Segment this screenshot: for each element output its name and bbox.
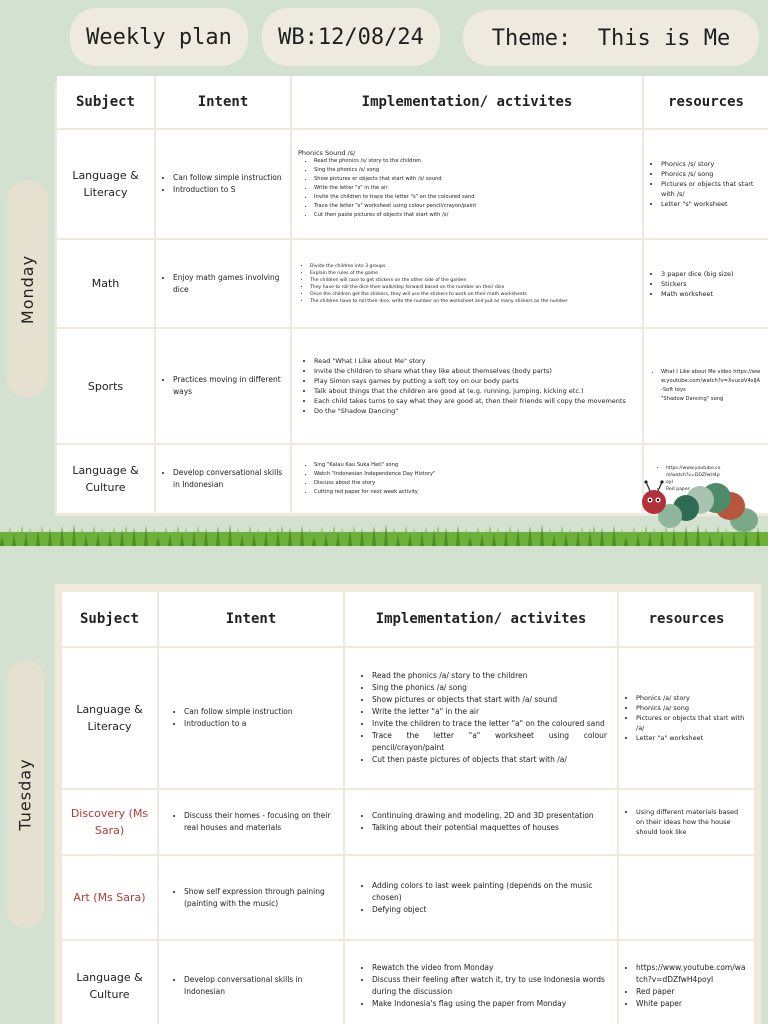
tuesday-plan-card: [55, 584, 761, 1024]
subject-cell: Language & Culture: [57, 445, 154, 513]
subject-cell: Math: [57, 240, 154, 327]
implementation-cell: [292, 445, 642, 513]
subject-cell: Language & Literacy: [57, 130, 154, 238]
list-item: • 3 paper dice (big size): [661, 269, 762, 279]
list-item: • Rewatch the video from Monday: [372, 962, 611, 974]
list-item: • Discuss about the story: [314, 479, 636, 488]
list-item: • Invite the children to trace the letter "s" on the coloured sand: [314, 193, 636, 202]
list-item: • Math worksheet: [661, 289, 762, 299]
list-item: • Cutting red paper for next week activity: [314, 488, 636, 497]
column-header-subject: Subject: [62, 592, 157, 646]
resources-cell: [644, 130, 768, 238]
list-item: -Soft toys: [661, 387, 686, 393]
list-item: • Show pictures or objects that start with /a/ sound: [372, 694, 607, 706]
list-item: • Introduction to S: [173, 184, 284, 196]
list-item: • Stickers: [661, 279, 762, 289]
list-item: • Read the phonics /s/ story to the children: [314, 157, 636, 166]
implementation-cell: [292, 329, 642, 443]
day-tab-monday: Monday: [7, 180, 48, 398]
day-tab-tuesday: Tuesday: [7, 660, 44, 928]
list-item: • Phonics /s/ song: [661, 169, 762, 179]
implementation-cell: [292, 240, 642, 327]
subject-cell: Art (Ms Sara): [62, 856, 157, 939]
resources-cell: [619, 941, 754, 1024]
implementation-cell: [345, 856, 617, 939]
list-item: • Read the phonics /a/ story to the children: [372, 670, 607, 682]
intent-cell: [156, 130, 290, 238]
list-item: • Phonics /a/ song: [636, 703, 748, 713]
list-item: • Invite the children to trace the letter "a" on the coloured sand: [372, 718, 607, 730]
intent-cell: [156, 445, 290, 513]
subject-cell: Discovery (Ms Sara): [62, 790, 157, 854]
list-item: • Phonics /s/ story: [661, 159, 762, 169]
list-item: • Develop conversational skills in Indonesian: [184, 974, 337, 998]
list-item: • Show self expression through paining (painting with the music): [184, 886, 337, 910]
list-item: • Continuing drawing and modeling, 2D and 3D presentation: [372, 810, 611, 822]
list-item: • Divide the children into 3 groups: [310, 263, 636, 270]
list-item: • Write the letter "a" in the air: [372, 706, 607, 718]
list-item: • Sing the phonics /s/ song: [314, 166, 636, 175]
list-item: • Defying object: [372, 904, 611, 916]
column-header-implementation: Implementation/ activites: [345, 592, 617, 646]
list-item: • Introduction to a: [184, 718, 337, 730]
implementation-cell: [345, 648, 617, 788]
list-item: • Play Simon says games by putting a soft toy on our body parts: [314, 376, 636, 386]
intent-cell: [159, 648, 343, 788]
intent-cell: [159, 790, 343, 854]
column-header-resources: resources: [644, 76, 768, 128]
page-title: Weekly plan: [70, 8, 248, 66]
list-item: • Each child takes turns to say what they are good at, then their friends will copy the movements: [314, 396, 636, 406]
list-item: • Red paper: [636, 986, 748, 998]
caterpillar-icon: [636, 468, 760, 540]
subject-cell: Language & Literacy: [62, 648, 157, 788]
subject-cell: Language & Culture: [62, 941, 157, 1024]
resources-cell: [619, 790, 754, 854]
column-header-intent: Intent: [159, 592, 343, 646]
resources-cell: [619, 648, 754, 788]
column-header-subject: Subject: [57, 76, 154, 128]
column-header-resources: resources: [619, 592, 754, 646]
list-item: • Discuss their feeling after watch it, try to use Indonesia words during the discussion: [372, 974, 611, 998]
resources-cell: [644, 240, 768, 327]
monday-plan-table: [57, 76, 768, 516]
intent-cell: [156, 240, 290, 327]
list-item: • Explain the rules of the game: [310, 270, 636, 277]
week-badge: WB:12/08/24: [262, 8, 440, 66]
implementation-cell: [345, 941, 617, 1024]
list-item: • Develop conversational skills in Indonesian: [173, 467, 284, 491]
list-item: • Letter "a" worksheet: [636, 733, 748, 743]
list-item: • Letter "s" worksheet: [661, 199, 762, 209]
resources-cell: [619, 856, 754, 939]
list-item: • Can follow simple instruction: [184, 706, 337, 718]
theme-badge: Theme: This is Me: [463, 10, 759, 66]
list-item: • Show pictures or objects that start with /s/ sound: [314, 175, 636, 184]
list-item: • Talking about their potential maquettes of houses: [372, 822, 611, 834]
list-item: • Trace the letter "a" worksheet using colour pencil/crayon/paint: [372, 730, 607, 754]
list-item: • Do the "Shadow Dancing": [314, 406, 636, 416]
list-item: • The children have to roll their dice, write the number on the worksheet and put as many stickers as the number: [310, 298, 636, 305]
list-item: • Sing "Kalau Kau Suka Hati" song: [314, 461, 636, 470]
list-item: • https://www.youtube.com/watch?v=dDZfwH4poyI: [636, 962, 748, 986]
list-item: • Red paper: [666, 486, 722, 493]
list-item: • What I Like about Me video https://www.youtube.com/watch?v=XvucoV4sIJA: [661, 368, 762, 386]
list-item: "Shadow Dancing" song: [661, 396, 724, 402]
list-item: • Discuss their homes - focusing on their real houses and materials: [184, 810, 337, 834]
list-item: • The children will race to get stickers on the other side of the garden: [310, 277, 636, 284]
implementation-cell: [345, 790, 617, 854]
column-header-intent: Intent: [156, 76, 290, 128]
list-item: • Can follow simple instruction: [173, 172, 284, 184]
tuesday-plan-table: [62, 592, 754, 1024]
list-item: • Phonics /a/ story: [636, 693, 748, 703]
intent-cell: [159, 941, 343, 1024]
list-item: • Cut then paste pictures of objects that start with /s/: [314, 211, 636, 220]
list-item: • Adding colors to last week painting (depends on the music chosen): [372, 880, 611, 904]
list-item: • Cut then paste pictures of objects that start with /a/: [372, 754, 607, 766]
list-item: • Sing the phonics /a/ song: [372, 682, 607, 694]
list-item: • Pictures or objects that start with /a/: [636, 713, 748, 733]
intent-cell: [159, 856, 343, 939]
list-item: • Watch "Indonesian Independence Day History": [314, 470, 636, 479]
list-item: • Enjoy math games involving dice: [173, 272, 284, 296]
implementation-title: Phonics Sound /s/: [298, 148, 356, 157]
intent-cell: [156, 329, 290, 443]
list-item: • Pictures or objects that start with /s/: [661, 179, 762, 199]
list-item: • White paper: [636, 998, 748, 1010]
list-item: • Invite the children to share what they like about themselves (body parts): [314, 366, 636, 376]
list-item: • Write the letter "s" in the air: [314, 184, 636, 193]
list-item: • Once the children get the stickers, they will use the stickers to work on their math worksheets: [310, 291, 636, 298]
monday-plan-card: [55, 76, 768, 516]
list-item: • https://www.youtube.com/watch?v=DDZfwH4poyI: [666, 465, 722, 486]
list-item: • They have to roll the dice then walk/step forward based on the number on their dice: [310, 284, 636, 291]
list-item: • Trace the letter "s" worksheet using colour pencil/crayon/paint: [314, 202, 636, 211]
list-item: • Read "What I Like about Me" story: [314, 356, 636, 366]
implementation-cell: [292, 130, 642, 238]
list-item: • Practices moving in different ways: [173, 374, 284, 398]
list-item: • Make Indonesia's flag using the paper from Monday: [372, 998, 611, 1010]
list-item: • Using different materials based on their ideas how the house should look like: [636, 807, 748, 837]
list-item: • Talk about things that the children are good at (e.g. running, jumping, kicking etc.): [314, 386, 636, 396]
column-header-implementation: Implementation/ activites: [292, 76, 642, 128]
resources-cell: [644, 329, 768, 443]
subject-cell: Sports: [57, 329, 154, 443]
